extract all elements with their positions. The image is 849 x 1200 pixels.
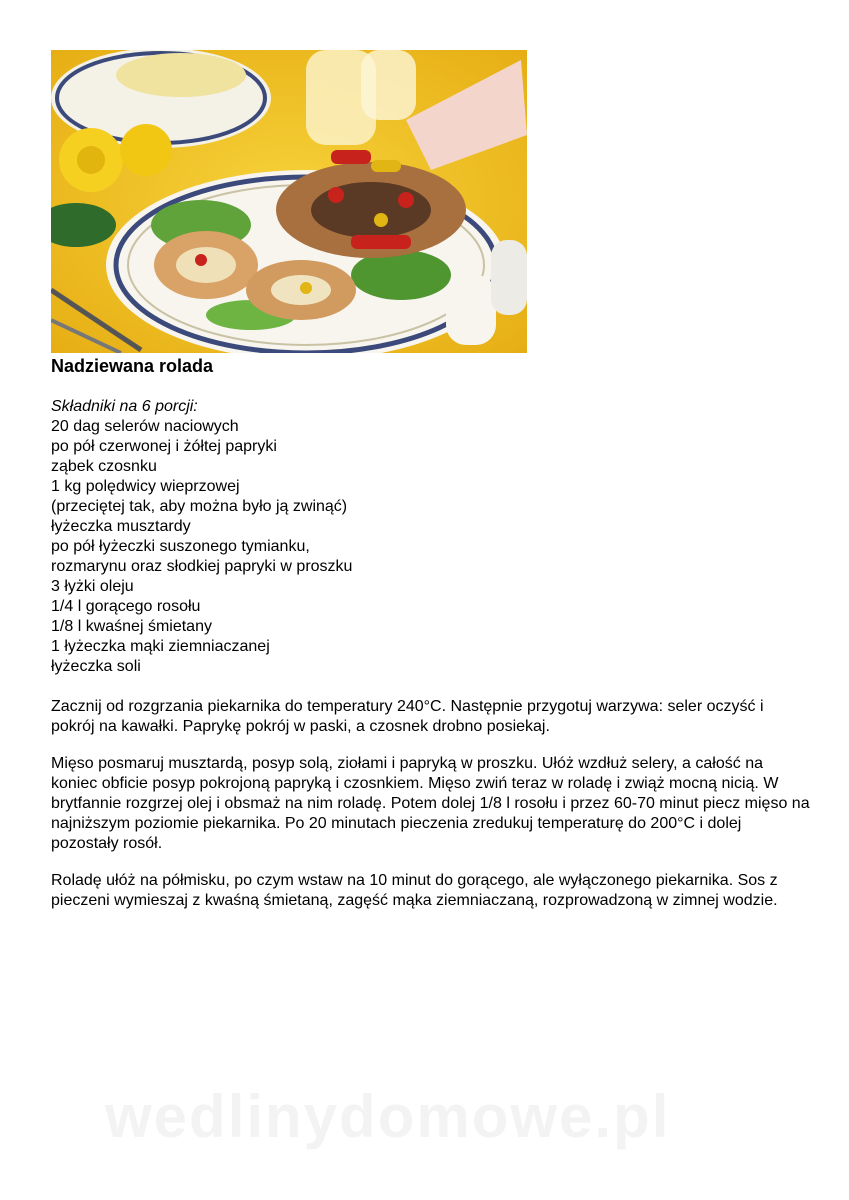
ingredient-item: 3 łyżki oleju [51,578,134,595]
instruction-paragraph: Mięso posmaruj musztardą, posyp solą, ziołami i papryką w proszku. Ułóż wzdłuż selery, a całość na koniec obficie posyp pokrojoną papryką i czosnkiem. Mięso zwiń teraz w roladę i zwiąż mocną nicią. W brytfannie rozgrzej olej i obsmaż na nim roladę. Potem dolej 1/8 l rosołu i przez 60-70 minut piecz mięso na najniższym poziomie piekarnika. Po 20 minutach pieczenia zredukuj temperaturę do 200°C i dolej pozostały rosół. [51,755,810,852]
sauce-boat [116,53,246,97]
ingredient-item: 1/4 l gorącego rosołu [51,598,201,615]
ingredient-item: 20 dag selerów naciowych [51,418,239,435]
ingredient-item: (przeciętej tak, aby można było ją zwinąć) [51,498,348,515]
ingredient-item: ząbek czosnku [51,458,157,475]
ingredient-item: po pół czerwonej i żółtej papryki [51,438,277,455]
ingredient-item: łyżeczka musztardy [51,518,191,535]
ingredients-list [51,397,811,677]
ingredient-item: 1/8 l kwaśnej śmietany [51,618,212,635]
ingredient-item: 1 łyżeczka mąki ziemniaczanej [51,638,270,655]
instruction-paragraph: Zacznij od rozgrzania piekarnika do temperatury 240°C. Następnie przygotuj warzywa: seler oczyść i pokrój na kawałki. Paprykę pokrój w paski, a czosnek drobno posiekaj. [51,698,764,735]
ingredient-item: 1 kg polędwicy wieprzowej [51,478,240,495]
ingredient-item: łyżeczka soli [51,658,141,675]
recipe-photo [51,50,527,353]
pepper-shaker [491,240,527,315]
ingredients-heading: Składniki na 6 porcji: [51,398,198,415]
ingredient-item: po pół łyżeczki suszonego tymianku, [51,538,310,555]
instruction-paragraph: Roladę ułóż na półmisku, po czym wstaw na 10 minut do gorącego, ale wyłączonego piekarnika. Sos z pieczeni wymieszaj z kwaśną śmietaną, zagęść mąka ziemniaczaną, rozprowadzoną w zimnej wodzie. [51,872,778,909]
red-pepper [331,150,371,164]
ingredient-item: rozmarynu oraz słodkiej papryki w proszku [51,558,353,575]
watermark: wedlinydomowe.pl [105,1083,671,1150]
salt-shaker [446,275,496,345]
recipe-title: Nadziewana rolada [51,356,214,376]
